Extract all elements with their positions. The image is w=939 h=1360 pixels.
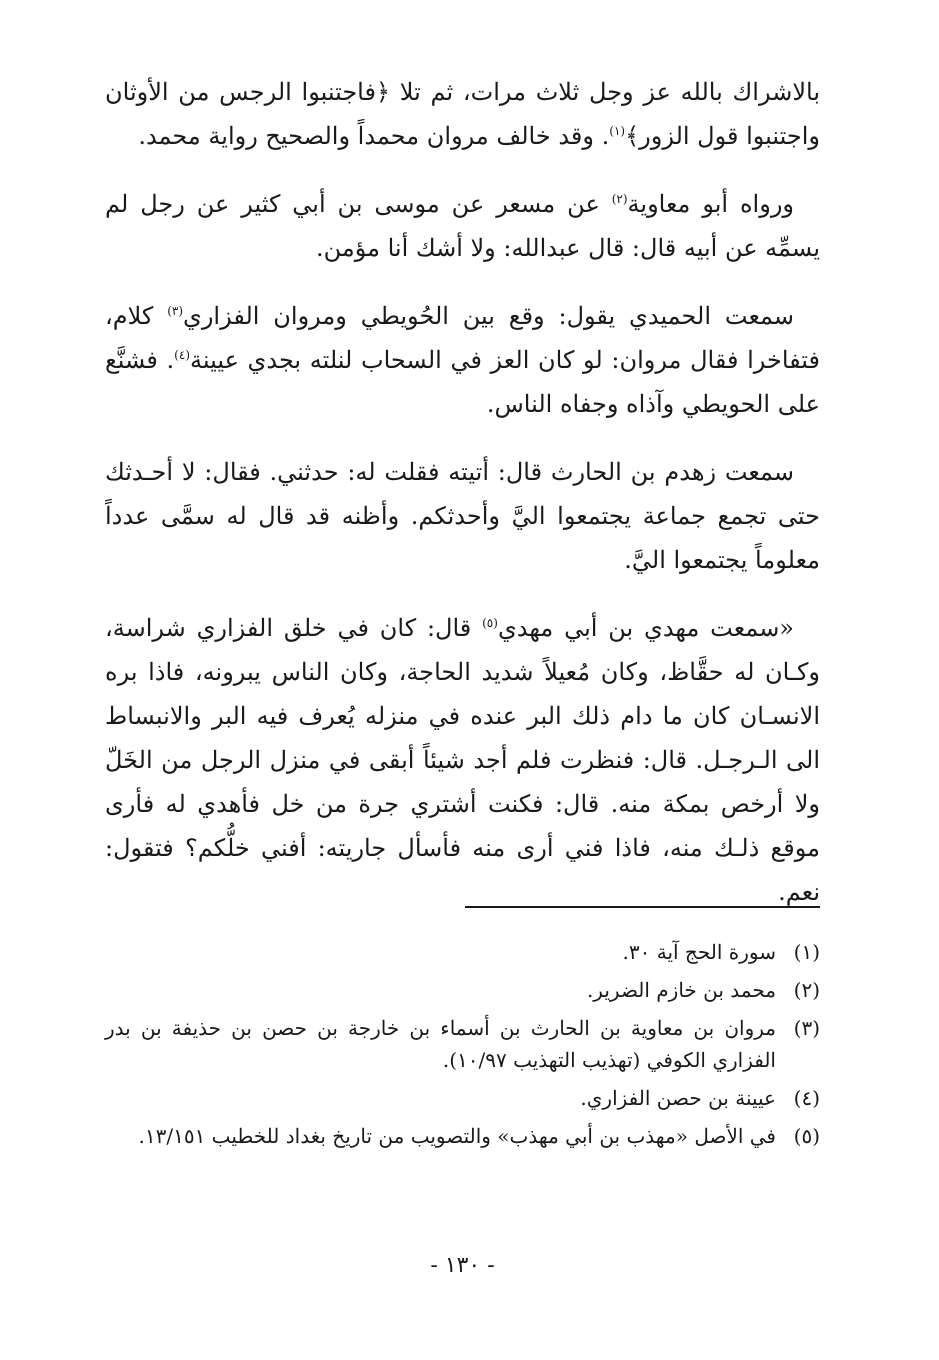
footnote-ref: (٣) [167,304,184,318]
body-paragraph-2 [105,182,820,270]
footnote-number: (٥) [793,1124,820,1148]
body-paragraph-1 [105,70,820,158]
paragraph-text: عن مسعر عن موسى بن أبي كثير عن رجل لم يسمِّه عن أبيه قال: قال عبدالله: ولا أشك أنا مؤمن. [105,190,820,262]
footnote-number: (١) [793,940,820,964]
footnote-text: عيينة بن حصن الفزاري. [580,1086,776,1110]
document-page [105,70,820,1340]
paragraph-text: بالاشراك بالله عز وجل ثلاث مرات، ثم تلا ﴿فاجتنبوا الرجس من الأوثان واجتنبوا قول الزور﴾ [105,78,820,150]
footnote-ref: (٤) [174,348,190,362]
footnote-number: (٢) [793,978,820,1002]
paragraph-text: «سمعت مهدي بن أبي مهدي [497,614,794,642]
footnote-item [105,936,820,968]
footnote-ref: (٢) [611,192,628,206]
footnote-text: محمد بن خازم الضرير. [586,978,776,1002]
footnote-number: (٣) [793,1016,820,1040]
paragraph-text: . فشنَّع على الحويطي وآذاه وجفاه الناس. [105,346,820,418]
footnotes [105,936,820,1158]
footnote-item [105,1012,820,1076]
paragraph-text: قال: كان في خلق الفزاري شراسة، وكـان له حقَّاظ، وكان مُعيلاً شديد الحاجة، وكان الناس يبرونه، فاذا بره الانسـان كان ما دام ذلك البر عنده في منزله يُعرف فيه البر والانبساط الى الـرجـل. قال: فنظرت فلم أجد شيئاً أبقى في منزل الرجل من الخَلّ ولا أرخص بمكة منه. قال: فكنت أشتري جرة من خل فأهدي له فأرى موقع ذلـك منه، فاذا فني أرى منه فأسأل جاريته: أفني خلُّكم؟ فتقول: نعم. [105,614,821,906]
footnote-ref: (١) [609,124,626,138]
footnote-item [105,1082,820,1114]
footnote-item [105,1120,820,1152]
page-number: - ١٣٠ - [430,1253,495,1278]
paragraph-text: كلام، فتفاخرا فقال مروان: لو كان العز في السحاب لنلته بجدي عيينة [105,302,820,374]
paragraph-text: سمعت زهدم بن الحارث قال: أتيته فقلت له: حدثني. فقال: لا أحـدثك حتى تجمع جماعة يجتمعوا اليَّ وأحدثكم. وأظنه قد قال له سمَّى عدداً معلوماً يجتمعوا اليَّ. [105,458,820,574]
footnote-ref: (٥) [482,616,498,630]
footnote-divider [465,906,820,908]
footnote-text: مروان بن معاوية بن الحارث بن أسماء بن خارجة بن حصن بن حذيفة بن بدر الفزاري الكوفي (تهذيب التهذيب ١٠/٩٧). [105,1016,776,1072]
paragraph-text: ورواه أبو معاوية [627,190,794,218]
footnote-text: سورة الحج آية ٣٠. [622,940,776,964]
footnote-number: (٤) [793,1086,820,1110]
footnote-item [105,974,820,1006]
paragraph-text: سمعت الحميدي يقول: وقع بين الحُويطي ومروان الفزاري [183,302,794,330]
body-paragraph-5 [105,606,820,914]
footnote-text: في الأصل «مهذب بن أبي مهذب» والتصويب من تاريخ بغداد للخطيب ١٣/١٥١. [138,1124,776,1148]
paragraph-text: . وقد خالف مروان محمداً والصحيح رواية محمد. [138,122,610,150]
body-paragraph-4 [105,450,820,582]
body-paragraph-3 [105,294,820,426]
